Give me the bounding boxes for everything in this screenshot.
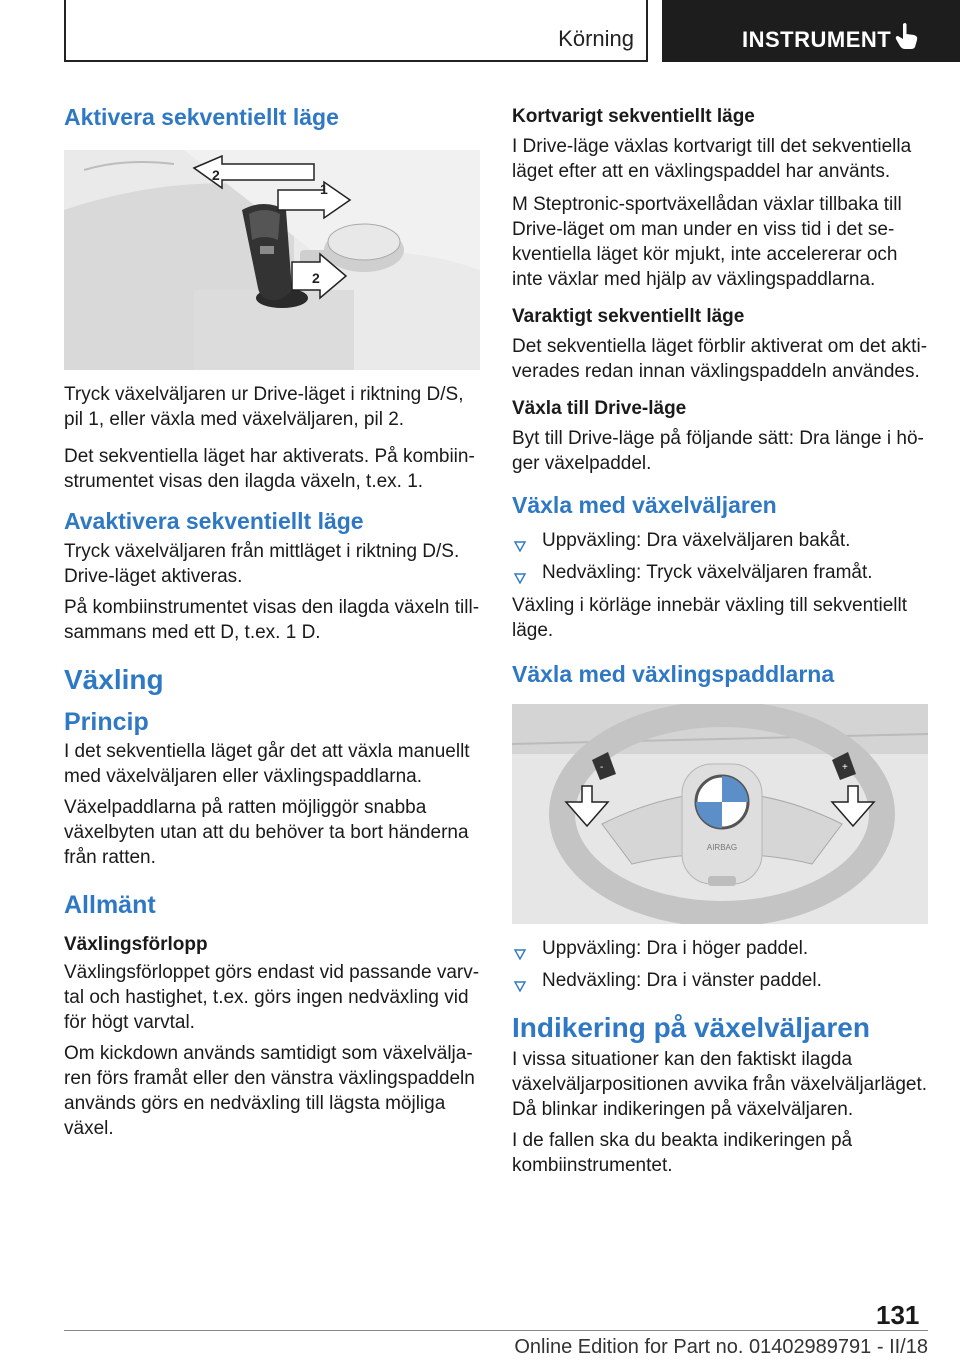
- page-number: 131: [876, 1300, 920, 1330]
- footer-edition-text: Online Edition for Part no. 01402989791 - II/18: [514, 1336, 928, 1358]
- paragraph: I de fallen ska du beakta indikeringen på kombiinstrumentet.: [512, 1129, 853, 1176]
- subheading-temporary-sequential: Kortvarigt sekventiellt läge: [512, 106, 755, 127]
- header-section-tab: [64, 0, 648, 62]
- paragraph: Växelpaddlarna på ratten möjliggör snabba växelbyten utan att du behöver ta bort händerna från ratten.: [64, 796, 469, 868]
- list-item: [512, 560, 928, 585]
- list-item-text: Uppväxling: Dra växelväljaren bakåt.: [542, 529, 851, 551]
- heading-shift-with-selector: Växla med växelväljaren: [512, 492, 777, 518]
- heading-shifting: Växling: [64, 664, 164, 696]
- heading-deactivate-sequential: Avaktivera sekventiellt läge: [64, 507, 364, 534]
- paragraph: Byt till Drive-läge på följande sätt: Dra länge i höger växelpaddel.: [512, 428, 924, 474]
- pointing-hand-icon: [894, 22, 920, 55]
- list-item: [512, 528, 928, 553]
- selector-list: [512, 528, 928, 585]
- paragraph: I Drive-läge växlas kortvarigt till det sekventiella läget efter att en växlingspaddel har använts.: [512, 136, 912, 182]
- paragraph: M Steptronic-sportväxellådan växlar tillbaka till Drive-läget om man under en viss tid i det sekventiella läget kör mjukt, inte accelererar och inte växlar med hjälp av växlingspaddlarna.: [512, 194, 902, 290]
- paragraph: I vissa situationer kan den faktiskt ilagda växelväljarpositionen avvika från växelväljarläget. Då blinkar indikeringen på växelväljaren.: [512, 1048, 928, 1120]
- paragraph: Det sekventiella läget förblir aktiverat om det aktiverades redan innan växlingspaddeln användes.: [512, 336, 928, 382]
- paragraph: Växling i körläge innebär växling till sekventiellt läge.: [512, 594, 907, 641]
- heading-shift-with-paddles: Växla med växlingspaddlarna: [512, 660, 835, 687]
- illustration-arrow-label: 2: [312, 269, 320, 286]
- triangle-bullet-icon: [514, 566, 526, 591]
- subheading-shift-process: Växlingsförlopp: [64, 933, 208, 955]
- gear-selector-illustration: [64, 150, 480, 370]
- paragraph: Tryck växelväljaren från mittläget i riktning D/S. Drive-läget aktiveras.: [64, 541, 460, 588]
- footer-divider: [64, 1330, 928, 1331]
- paddle-minus-label: -: [600, 762, 604, 774]
- paddle-list: [512, 936, 928, 993]
- steering-wheel-paddles-illustration: [512, 704, 928, 924]
- heading-activate-sequential: Aktivera sekventiellt läge: [64, 104, 339, 130]
- paragraph: Om kickdown används samtidigt som växelväljaren förs framåt eller den vänstra växlingspaddeln används görs en nedväxling till lägsta möjliga växel.: [64, 1042, 475, 1139]
- paragraph: Tryck växelväljaren ur Drive-läget i riktning D/S, pil 1, eller växla med växelväljaren, pil 2.: [64, 383, 464, 430]
- paragraph: I det sekventiella läget går det att växla manuellt med växelväljaren eller växlingspaddlarna.: [64, 740, 470, 787]
- subheading-permanent-sequential: Varaktigt sekventiellt läge: [512, 306, 745, 327]
- heading-general: Allmänt: [64, 890, 156, 919]
- paragraph: På kombiinstrumentet visas den ilagda växeln tillsammans med ett D, t.ex. 1 D.: [64, 597, 480, 644]
- paragraph: Växlingsförloppet görs endast vid passande varvtal och hastighet, t.ex. görs ingen nedväxling vid för högt varvtal.: [64, 961, 480, 1033]
- paddle-plus-label: +: [842, 762, 848, 774]
- left-column: [64, 100, 480, 1141]
- header-chapter-title: INSTRUMENT: [742, 27, 892, 52]
- triangle-bullet-icon: [514, 534, 526, 559]
- list-item: [512, 936, 928, 961]
- illustration-arrow-label: 1: [320, 180, 328, 197]
- list-item-text: Nedväxling: Dra i vänster paddel.: [542, 970, 822, 992]
- illustration-arrow-label: 2: [212, 166, 220, 183]
- paragraph: Det sekventiella läget har aktiverats. På kombiinstrumentet visas den ilagda växeln, t.ex. 1.: [64, 445, 475, 492]
- airbag-label: AIRBAG: [706, 843, 738, 853]
- heading-principle: Princip: [64, 707, 149, 736]
- header-section-title: Körning: [558, 26, 634, 51]
- list-item-text: Uppväxling: Dra i höger paddel.: [542, 938, 809, 960]
- header-chapter-tab: [662, 0, 960, 62]
- triangle-bullet-icon: [514, 974, 526, 999]
- list-item: [512, 968, 928, 993]
- list-item-text: Nedväxling: Tryck växelväljaren framåt.: [542, 561, 873, 583]
- right-column: [512, 100, 928, 1178]
- subheading-switch-to-drive: Växla till Drive-läge: [512, 398, 687, 419]
- triangle-bullet-icon: [514, 942, 526, 967]
- heading-selector-indication: Indikering på växelväljaren: [512, 1012, 870, 1044]
